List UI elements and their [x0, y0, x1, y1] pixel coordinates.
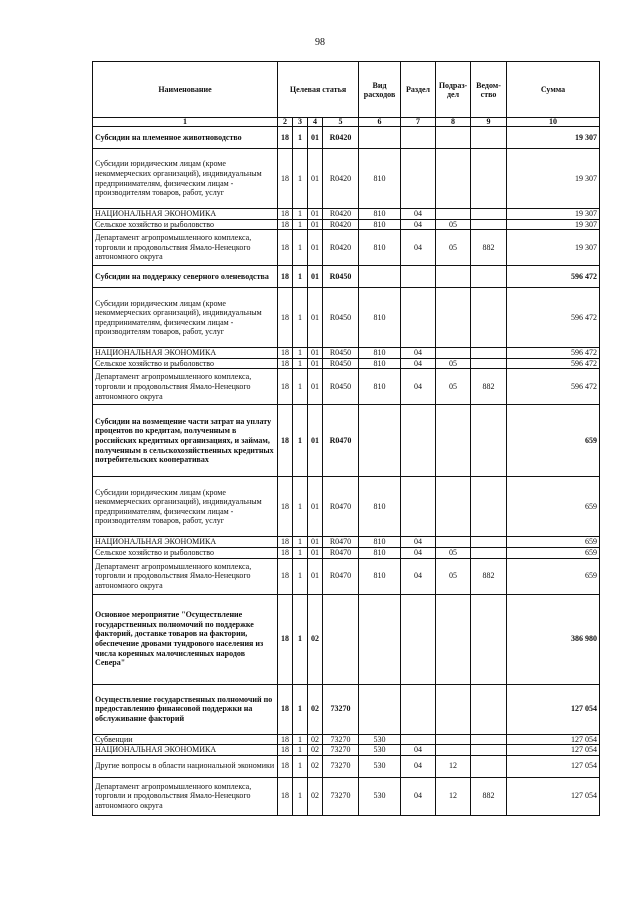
table-row [93, 348, 600, 359]
budget-table-body [93, 127, 600, 816]
row-name: Субсидии на племенное животноводство [93, 127, 278, 149]
expense-type-cell [359, 405, 401, 477]
row-name: Основное мероприятие "Осуществление государственных полномочий по поддержке факторий, доставке товаров на фактории, обеспечение дровами тундрового населения из числа коренных малочисленных народов Севера" [93, 594, 278, 684]
target-code-1: 18 [278, 755, 293, 777]
header-section: Раздел [401, 62, 436, 118]
amount-cell: 19 307 [507, 219, 600, 230]
target-code-4: R0450 [323, 288, 359, 348]
table-row [93, 266, 600, 288]
target-code-4: R0450 [323, 266, 359, 288]
table-row [93, 745, 600, 756]
department-cell [471, 358, 507, 369]
row-name: Субвенции [93, 734, 278, 745]
target-code-4: R0420 [323, 127, 359, 149]
amount-cell: 659 [507, 477, 600, 537]
expense-type-cell: 810 [359, 209, 401, 220]
table-row [93, 405, 600, 477]
department-cell [471, 684, 507, 734]
subsection-cell: 05 [436, 547, 471, 558]
column-number: 9 [471, 118, 507, 127]
section-cell [401, 405, 436, 477]
target-code-1: 18 [278, 547, 293, 558]
table-row [93, 230, 600, 266]
table-row [93, 369, 600, 405]
amount-cell: 127 054 [507, 684, 600, 734]
target-code-1: 18 [278, 594, 293, 684]
row-name: Субсидии на возмещение части затрат на уплату процентов по кредитам, полученным в российских кредитных организациях, и займам, полученным в сельскохозяйственных кредитных потребительских кооперативах [93, 405, 278, 477]
target-code-3: 02 [308, 755, 323, 777]
section-cell: 04 [401, 777, 436, 815]
expense-type-cell: 810 [359, 230, 401, 266]
column-number: 10 [507, 118, 600, 127]
subsection-cell [436, 594, 471, 684]
target-code-4 [323, 594, 359, 684]
table-row [93, 127, 600, 149]
target-code-1: 18 [278, 745, 293, 756]
department-cell [471, 209, 507, 220]
department-cell [471, 547, 507, 558]
column-number: 6 [359, 118, 401, 127]
subsection-cell: 05 [436, 358, 471, 369]
row-name: Сельское хозяйство и рыболовство [93, 547, 278, 558]
subsection-cell: 12 [436, 755, 471, 777]
target-code-3: 01 [308, 209, 323, 220]
row-name: Департамент агропромышленного комплекса, торговли и продовольствия Ямало-Ненецкого автономного округа [93, 558, 278, 594]
target-code-3: 01 [308, 219, 323, 230]
table-row [93, 558, 600, 594]
department-cell: 882 [471, 230, 507, 266]
table-header-row [93, 62, 600, 118]
target-code-3: 02 [308, 777, 323, 815]
target-code-2: 1 [293, 594, 308, 684]
subsection-cell: 05 [436, 558, 471, 594]
table-row [93, 594, 600, 684]
row-name: Департамент агропромышленного комплекса, торговли и продовольствия Ямало-Ненецкого автономного округа [93, 369, 278, 405]
target-code-1: 18 [278, 348, 293, 359]
row-name: НАЦИОНАЛЬНАЯ ЭКОНОМИКА [93, 209, 278, 220]
target-code-1: 18 [278, 149, 293, 209]
department-cell [471, 755, 507, 777]
section-cell: 04 [401, 230, 436, 266]
target-code-1: 18 [278, 684, 293, 734]
amount-cell: 596 472 [507, 266, 600, 288]
subsection-cell: 12 [436, 777, 471, 815]
amount-cell: 596 472 [507, 358, 600, 369]
target-code-3: 01 [308, 558, 323, 594]
column-number: 5 [323, 118, 359, 127]
expense-type-cell: 810 [359, 537, 401, 548]
department-cell [471, 745, 507, 756]
department-cell: 882 [471, 558, 507, 594]
row-name: Сельское хозяйство и рыболовство [93, 358, 278, 369]
amount-cell: 659 [507, 558, 600, 594]
row-name: Департамент агропромышленного комплекса, торговли и продовольствия Ямало-Ненецкого автономного округа [93, 777, 278, 815]
section-cell: 04 [401, 547, 436, 558]
amount-cell: 659 [507, 405, 600, 477]
section-cell [401, 127, 436, 149]
section-cell: 04 [401, 558, 436, 594]
target-code-4: R0420 [323, 149, 359, 209]
expense-type-cell [359, 266, 401, 288]
target-code-2: 1 [293, 405, 308, 477]
header-target: Целевая статья [278, 62, 359, 118]
section-cell [401, 684, 436, 734]
target-code-1: 18 [278, 209, 293, 220]
target-code-4: R0470 [323, 537, 359, 548]
subsection-cell [436, 537, 471, 548]
target-code-1: 18 [278, 230, 293, 266]
target-code-3: 01 [308, 405, 323, 477]
target-code-4: R0450 [323, 369, 359, 405]
target-code-4: R0470 [323, 558, 359, 594]
table-row [93, 209, 600, 220]
table-row [93, 755, 600, 777]
column-number: 4 [308, 118, 323, 127]
table-row [93, 547, 600, 558]
subsection-cell [436, 348, 471, 359]
row-name: НАЦИОНАЛЬНАЯ ЭКОНОМИКА [93, 348, 278, 359]
table-row [93, 734, 600, 745]
expense-type-cell: 810 [359, 358, 401, 369]
section-cell [401, 149, 436, 209]
department-cell: 882 [471, 777, 507, 815]
target-code-2: 1 [293, 288, 308, 348]
target-code-3: 01 [308, 348, 323, 359]
subsection-cell [436, 734, 471, 745]
department-cell [471, 266, 507, 288]
department-cell: 882 [471, 369, 507, 405]
subsection-cell [436, 209, 471, 220]
target-code-4: R0450 [323, 348, 359, 359]
expense-type-cell: 530 [359, 745, 401, 756]
target-code-2: 1 [293, 348, 308, 359]
amount-cell: 659 [507, 547, 600, 558]
subsection-cell [436, 477, 471, 537]
target-code-2: 1 [293, 558, 308, 594]
target-code-4: R0470 [323, 477, 359, 537]
row-name: Осуществление государственных полномочий по предоставлению финансовой поддержки на обслуживание факторий [93, 684, 278, 734]
department-cell [471, 734, 507, 745]
section-cell: 04 [401, 358, 436, 369]
target-code-1: 18 [278, 537, 293, 548]
amount-cell: 386 980 [507, 594, 600, 684]
target-code-3: 01 [308, 230, 323, 266]
target-code-1: 18 [278, 558, 293, 594]
department-cell [471, 348, 507, 359]
page-number: 98 [315, 37, 325, 48]
expense-type-cell: 810 [359, 477, 401, 537]
target-code-2: 1 [293, 230, 308, 266]
target-code-2: 1 [293, 745, 308, 756]
target-code-3: 01 [308, 537, 323, 548]
target-code-2: 1 [293, 209, 308, 220]
target-code-4: 73270 [323, 755, 359, 777]
table-row [93, 684, 600, 734]
target-code-4: R0420 [323, 219, 359, 230]
target-code-2: 1 [293, 219, 308, 230]
expense-type-cell [359, 127, 401, 149]
table-row [93, 777, 600, 815]
target-code-2: 1 [293, 537, 308, 548]
target-code-4: R0470 [323, 547, 359, 558]
target-code-1: 18 [278, 358, 293, 369]
table-row [93, 537, 600, 548]
section-cell [401, 734, 436, 745]
section-cell: 04 [401, 369, 436, 405]
column-number-row [93, 118, 600, 127]
header-name: Наименование [93, 62, 278, 118]
amount-cell: 19 307 [507, 209, 600, 220]
target-code-1: 18 [278, 734, 293, 745]
target-code-3: 01 [308, 369, 323, 405]
target-code-3: 01 [308, 288, 323, 348]
header-expense-type: Вид расходов [359, 62, 401, 118]
section-cell: 04 [401, 348, 436, 359]
header-department: Ведом-ство [471, 62, 507, 118]
row-name: НАЦИОНАЛЬНАЯ ЭКОНОМИКА [93, 537, 278, 548]
target-code-2: 1 [293, 127, 308, 149]
target-code-4: R0420 [323, 230, 359, 266]
amount-cell: 19 307 [507, 230, 600, 266]
section-cell [401, 594, 436, 684]
target-code-3: 01 [308, 358, 323, 369]
subsection-cell [436, 127, 471, 149]
amount-cell: 596 472 [507, 348, 600, 359]
subsection-cell [436, 745, 471, 756]
section-cell: 04 [401, 209, 436, 220]
row-name: Другие вопросы в области национальной экономики [93, 755, 278, 777]
column-number: 2 [278, 118, 293, 127]
row-name: Субсидии на поддержку северного оленеводства [93, 266, 278, 288]
department-cell [471, 288, 507, 348]
section-cell: 04 [401, 755, 436, 777]
target-code-3: 02 [308, 734, 323, 745]
target-code-4: R0470 [323, 405, 359, 477]
section-cell [401, 477, 436, 537]
target-code-3: 02 [308, 745, 323, 756]
section-cell [401, 288, 436, 348]
department-cell [471, 405, 507, 477]
expense-type-cell: 530 [359, 777, 401, 815]
target-code-1: 18 [278, 288, 293, 348]
amount-cell: 127 054 [507, 734, 600, 745]
target-code-3: 02 [308, 684, 323, 734]
amount-cell: 127 054 [507, 755, 600, 777]
row-name: Сельское хозяйство и рыболовство [93, 219, 278, 230]
section-cell: 04 [401, 745, 436, 756]
target-code-1: 18 [278, 127, 293, 149]
target-code-2: 1 [293, 777, 308, 815]
target-code-1: 18 [278, 369, 293, 405]
target-code-2: 1 [293, 547, 308, 558]
target-code-3: 01 [308, 149, 323, 209]
section-cell: 04 [401, 219, 436, 230]
target-code-2: 1 [293, 755, 308, 777]
subsection-cell: 05 [436, 369, 471, 405]
target-code-3: 01 [308, 127, 323, 149]
expense-type-cell: 810 [359, 288, 401, 348]
amount-cell: 596 472 [507, 288, 600, 348]
amount-cell: 596 472 [507, 369, 600, 405]
expense-type-cell: 810 [359, 369, 401, 405]
subsection-cell: 05 [436, 230, 471, 266]
target-code-1: 18 [278, 477, 293, 537]
target-code-4: R0420 [323, 209, 359, 220]
target-code-2: 1 [293, 358, 308, 369]
section-cell [401, 266, 436, 288]
target-code-3: 01 [308, 547, 323, 558]
column-number: 1 [93, 118, 278, 127]
row-name: Департамент агропромышленного комплекса, торговли и продовольствия Ямало-Ненецкого автономного округа [93, 230, 278, 266]
target-code-2: 1 [293, 369, 308, 405]
expense-type-cell: 810 [359, 547, 401, 558]
target-code-4: 73270 [323, 745, 359, 756]
expense-type-cell: 810 [359, 348, 401, 359]
subsection-cell [436, 288, 471, 348]
target-code-2: 1 [293, 734, 308, 745]
target-code-1: 18 [278, 266, 293, 288]
table-row [93, 219, 600, 230]
subsection-cell [436, 149, 471, 209]
target-code-4: R0450 [323, 358, 359, 369]
amount-cell: 127 054 [507, 745, 600, 756]
target-code-3: 01 [308, 477, 323, 537]
department-cell [471, 149, 507, 209]
table-row [93, 288, 600, 348]
row-name: Субсидии юридическим лицам (кроме некоммерческих организаций), индивидуальным предпринимателям, физическим лицам - производителям товаров, работ, услуг [93, 288, 278, 348]
expense-type-cell [359, 594, 401, 684]
department-cell [471, 477, 507, 537]
budget-table [92, 61, 600, 816]
department-cell [471, 594, 507, 684]
section-cell: 04 [401, 537, 436, 548]
amount-cell: 127 054 [507, 777, 600, 815]
row-name: Субсидии юридическим лицам (кроме некоммерческих организаций), индивидуальным предпринимателям, физическим лицам - производителям товаров, работ, услуг [93, 149, 278, 209]
expense-type-cell: 810 [359, 219, 401, 230]
subsection-cell: 05 [436, 219, 471, 230]
target-code-4: 73270 [323, 777, 359, 815]
target-code-4: 73270 [323, 684, 359, 734]
expense-type-cell: 530 [359, 734, 401, 745]
table-row [93, 477, 600, 537]
amount-cell: 19 307 [507, 127, 600, 149]
target-code-2: 1 [293, 266, 308, 288]
table-row [93, 149, 600, 209]
target-code-2: 1 [293, 477, 308, 537]
expense-type-cell [359, 684, 401, 734]
subsection-cell [436, 684, 471, 734]
subsection-cell [436, 266, 471, 288]
amount-cell: 19 307 [507, 149, 600, 209]
department-cell [471, 537, 507, 548]
row-name: НАЦИОНАЛЬНАЯ ЭКОНОМИКА [93, 745, 278, 756]
target-code-1: 18 [278, 777, 293, 815]
column-number: 3 [293, 118, 308, 127]
target-code-2: 1 [293, 149, 308, 209]
expense-type-cell: 810 [359, 558, 401, 594]
amount-cell: 659 [507, 537, 600, 548]
target-code-1: 18 [278, 219, 293, 230]
target-code-2: 1 [293, 684, 308, 734]
header-subsection: Подраз-дел [436, 62, 471, 118]
column-number: 8 [436, 118, 471, 127]
header-amount: Сумма [507, 62, 600, 118]
row-name: Субсидии юридическим лицам (кроме некоммерческих организаций), индивидуальным предпринимателям, физическим лицам - производителям товаров, работ, услуг [93, 477, 278, 537]
department-cell [471, 219, 507, 230]
target-code-1: 18 [278, 405, 293, 477]
target-code-4: 73270 [323, 734, 359, 745]
expense-type-cell: 810 [359, 149, 401, 209]
target-code-3: 02 [308, 594, 323, 684]
subsection-cell [436, 405, 471, 477]
target-code-3: 01 [308, 266, 323, 288]
column-number: 7 [401, 118, 436, 127]
department-cell [471, 127, 507, 149]
expense-type-cell: 530 [359, 755, 401, 777]
table-row [93, 358, 600, 369]
